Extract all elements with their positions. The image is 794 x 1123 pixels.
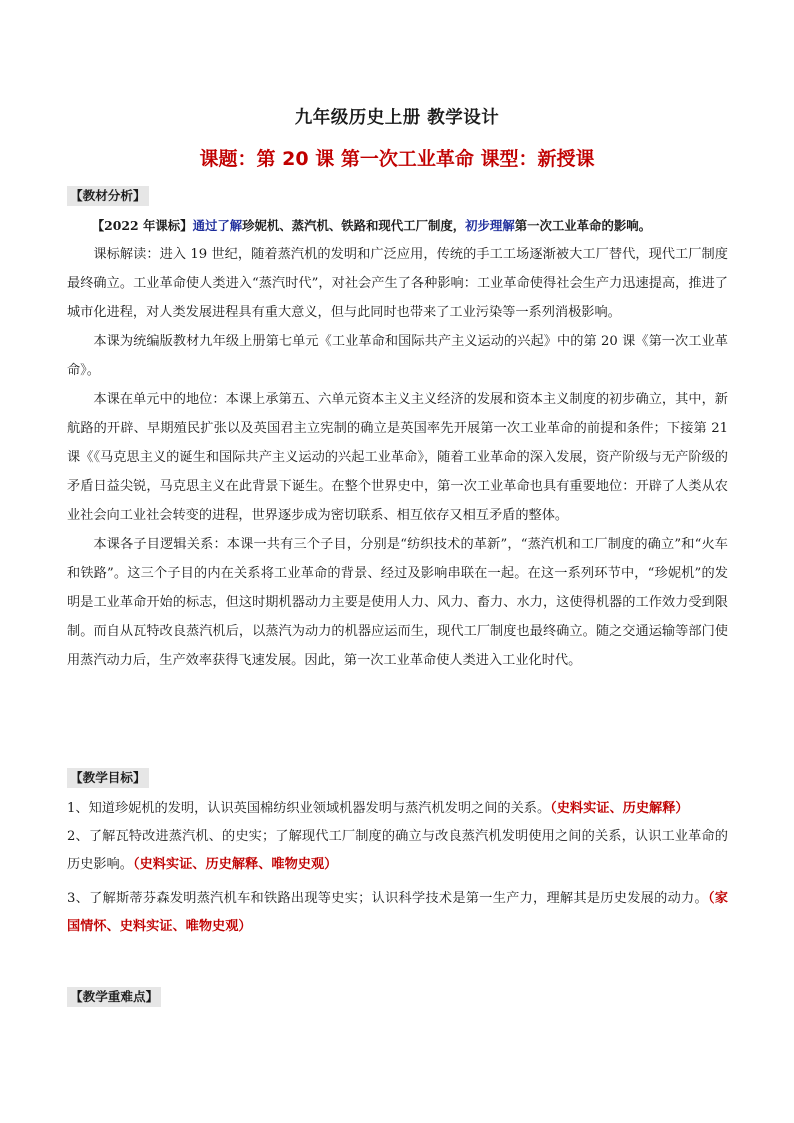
section-tag-key-difficulties: 【教学重难点】: [67, 987, 161, 1007]
page-title: 九年级历史上册 教学设计: [294, 108, 500, 128]
standard-object-1: 珍妮机、蒸汽机、铁路和现代工厂制度，: [242, 218, 466, 233]
lesson-subtitle: 课题：第 20 课 第一次工业革命 课型：新授课: [199, 148, 595, 170]
goal-item-3: [67, 885, 728, 941]
paragraph-standard-interpretation: 课标解读：进入 19 世纪，随着蒸汽机的发明和广泛应用，传统的手工工场逐渐被大工厂替代，现代工厂制度最终确立。工业革命使人类进入“蒸汽时代”，对社会产生了各种影响：工业革命使得社会生产力迅速提高，推进了城市化进程，对人类发展进程具有重大意义，但与此同时也带来了工业污染等一系列消极影响。: [67, 247, 728, 320]
goal-3-text: 3、了解斯蒂芬森发明蒸汽机车和铁路出现等史实；认识科学技术是第一生产力，理解其是历史发展的动力。: [67, 891, 708, 906]
goal-1-text: 1、知道珍妮机的发明，认识英国棉纺织业领域机器发明与蒸汽机发明之间的关系。: [67, 801, 551, 816]
goal-2-competency: （史料实证、历史解释、唯物史观）: [132, 857, 338, 872]
paragraph-lesson-position: 本课为统编版教材九年级上册第七单元《工业革命和国际共产主义运动的兴起》中的第 20 课《第一次工业革命》。: [67, 334, 728, 378]
standard-verb-1: 通过了解: [192, 218, 243, 233]
paragraph-subtopic-logic: 本课各子目逻辑关系：本课一共有三个子目，分别是“纺织技术的革新”，“蒸汽机和工厂制度的确立”和“火车和铁路”。这三个子目的内在关系将工业革命的背景、经过及影响串联在一起。在这一系列环节中，“珍妮机”的发明是工业革命开始的标志，但这时期机器动力主要是使用人力、风力、畜力、水力，这使得机器的工作效力受到限制。而自从瓦特改良蒸汽机后，以蒸汽为动力的机器应运而生，现代工厂制度也最终确立。随之交通运输等部门使用蒸汽动力后，生产效率获得飞速发展。因此，第一次工业革命使人类进入工业化时代。: [67, 537, 728, 668]
goal-1-competency: （史料实证、历史解释）: [550, 801, 689, 816]
paragraph-unit-role: 本课在单元中的地位：本课上承第五、六单元资本主义主义经济的发展和资本主义制度的初步确立，其中，新航路的开辟、早期殖民扩张以及英国君主立宪制的确立是英国率先开展第一次工业革命的前提和条件；下接第 21 课《《马克思主义的诞生和国际共产主义运动的兴起工业革命》，随着工业革命的深入发展，资产阶级与无产阶级的矛盾日益尖锐，马克思主义在此背景下诞生。在整个世界史中，第一次工业革命也具有重要地位：开辟了人类从农业社会向工业社会转变的进程，世界逐步成为密切联系、相互依存又相互矛盾的整体。: [67, 392, 728, 523]
goal-item-1: [67, 795, 728, 823]
standard-prefix: 【2022 年课标】: [91, 218, 193, 233]
teaching-goals-list: [67, 795, 728, 941]
section-tag-teaching-goals: 【教学目标】: [67, 768, 149, 788]
curriculum-standard-line: [67, 211, 728, 240]
section-tag-textbook-analysis: 【教材分析】: [67, 186, 149, 206]
goal-3-competency: （家国情怀、史料实证、唯物史观）: [67, 891, 728, 934]
goal-item-2: [67, 823, 728, 879]
standard-object-2: 第一次工业革命的影响。: [514, 218, 652, 233]
textbook-analysis-body: [67, 211, 728, 675]
goal-2-text: 2、了解瓦特改进蒸汽机、的史实；了解现代工厂制度的确立与改良蒸汽机发明使用之间的关系，认识工业革命的历史影响。: [67, 829, 728, 872]
standard-verb-2: 初步理解: [465, 218, 515, 233]
